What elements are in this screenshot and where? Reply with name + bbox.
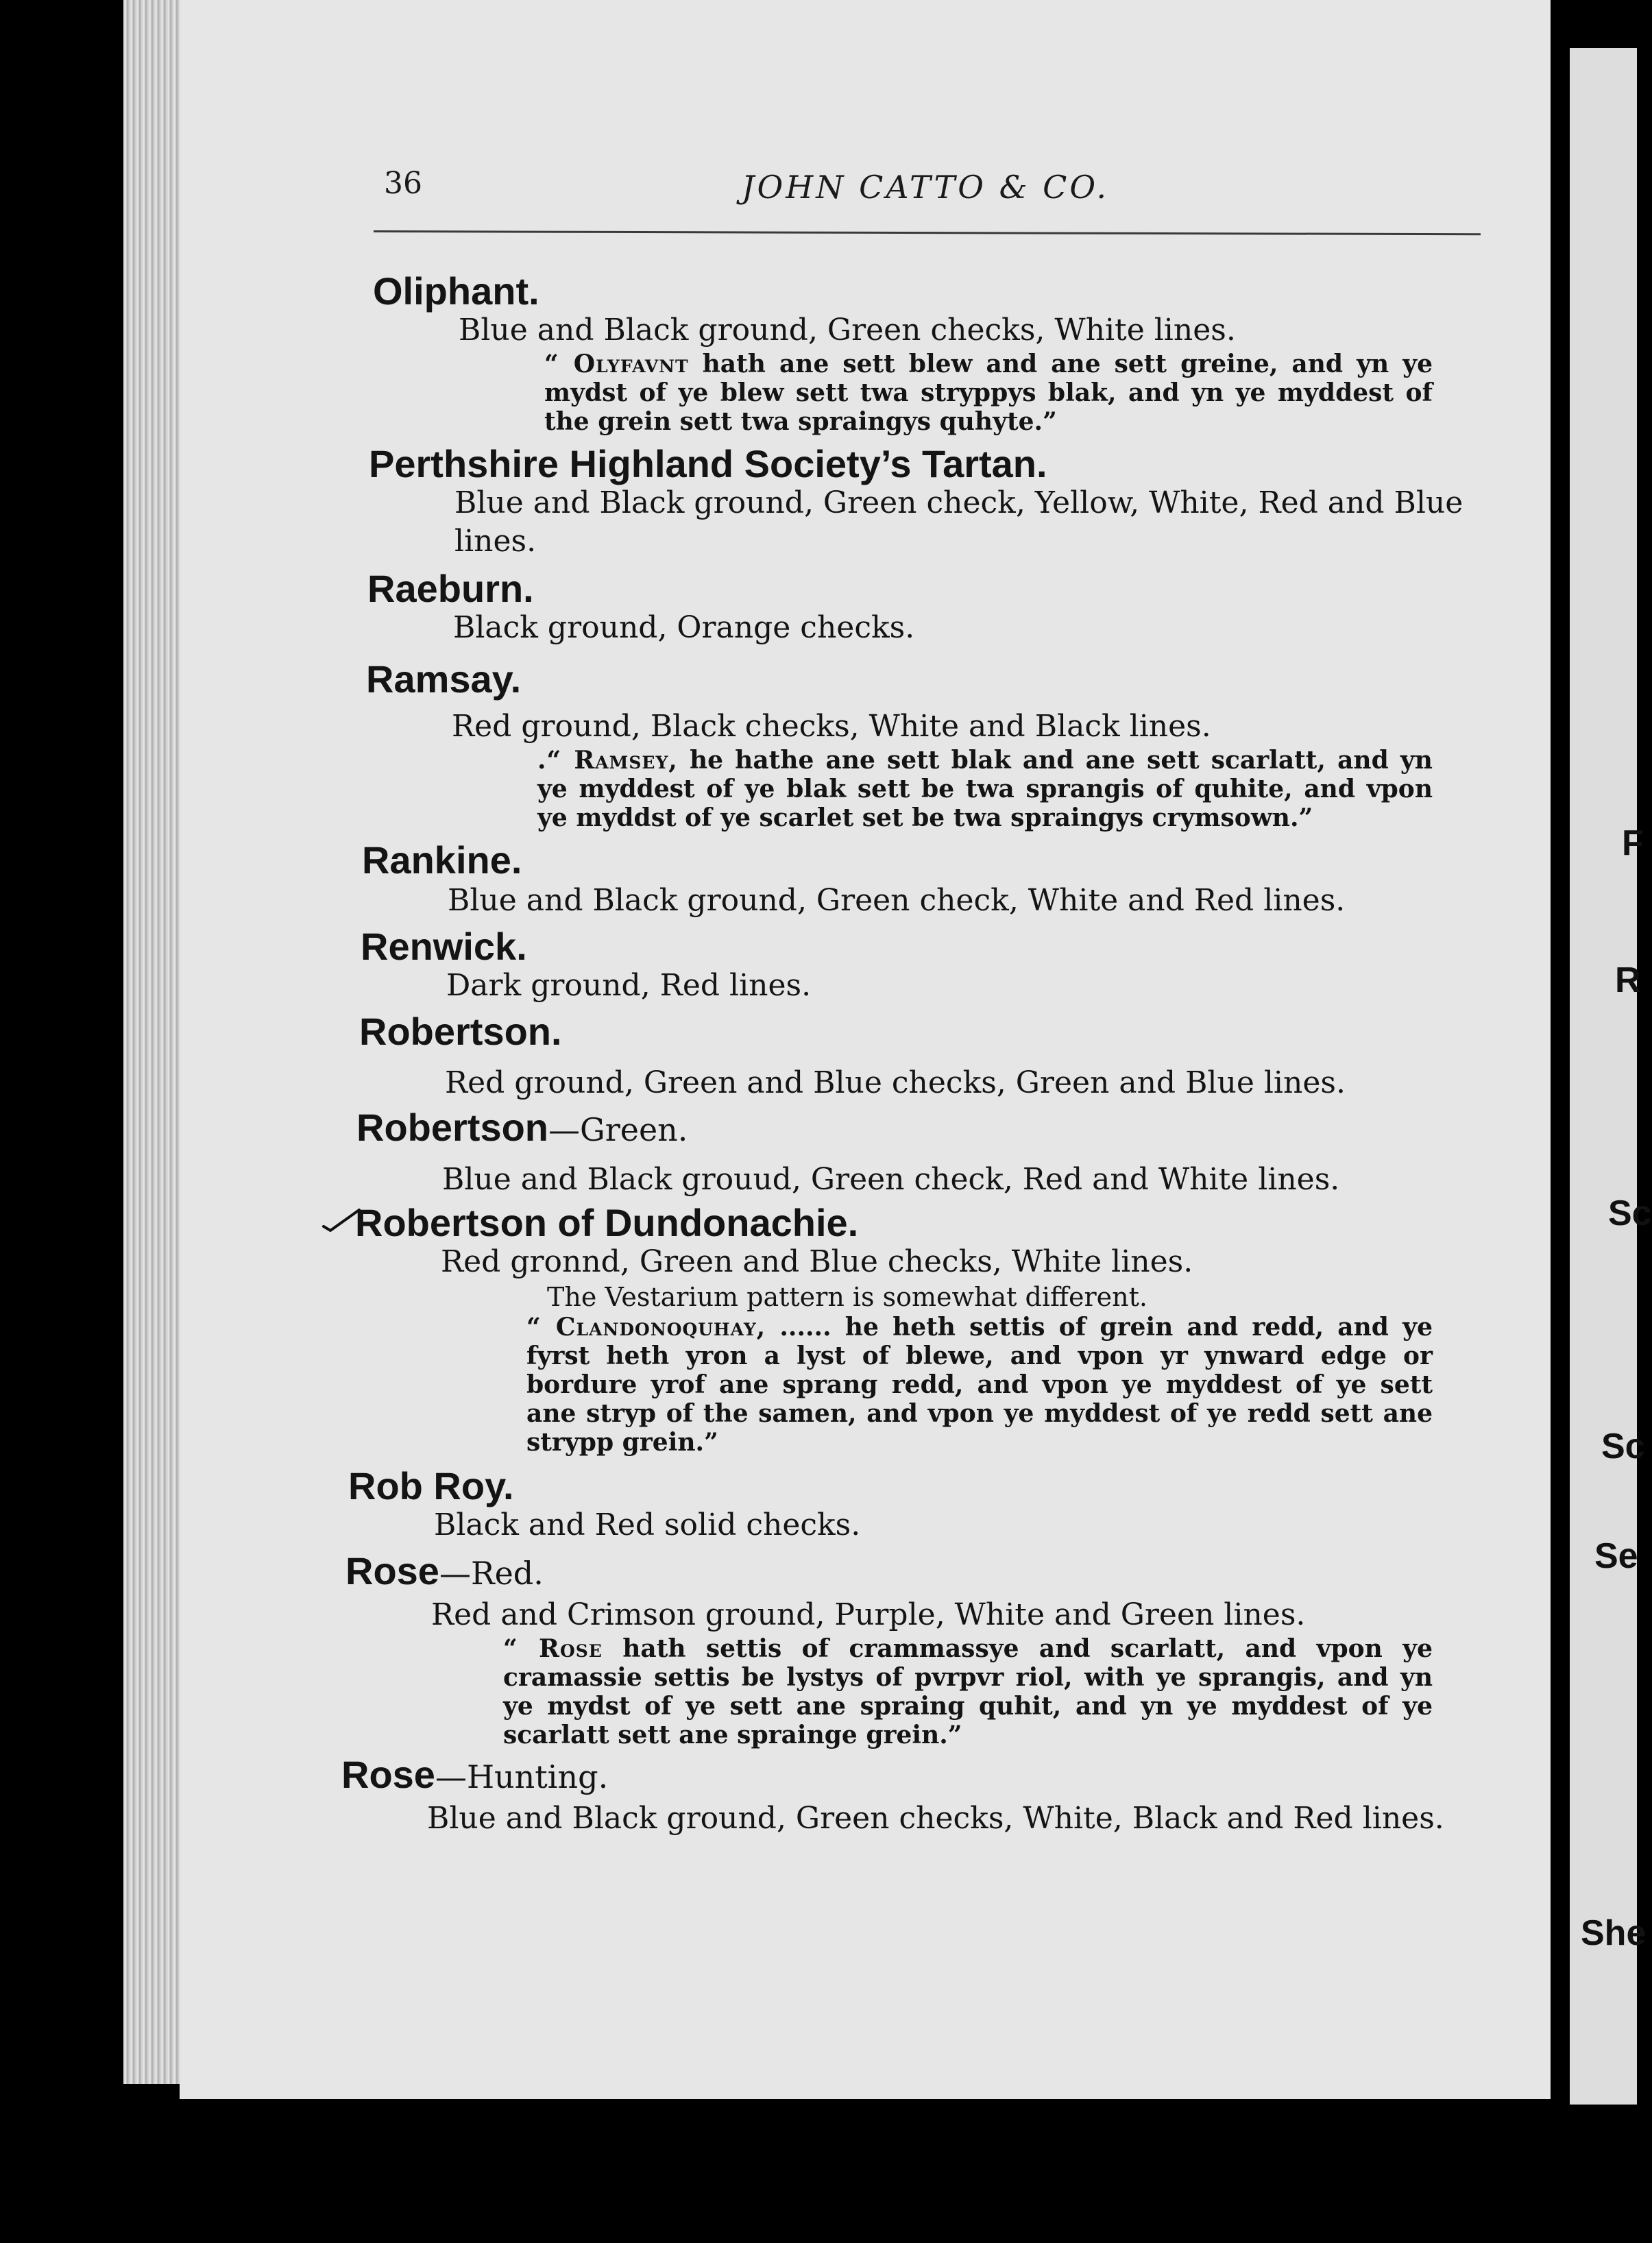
tartan-entry xyxy=(345,1547,1515,1749)
tartan-entry xyxy=(348,1462,1515,1544)
tartan-entries xyxy=(336,260,1515,1838)
page-number: 36 xyxy=(384,166,422,201)
entry-heading-name: Rose xyxy=(341,1753,435,1796)
entry-heading xyxy=(345,1547,1515,1597)
quotation-text: ...... he heth settis of grein and redd, and ye fyrst heth yron a lyst of blewe, and vpon yr ynward edge or bordure yrof ane sprang redd, and vpon ye myddest of ye sett ane stryp of the samen, and vpon ye myddest of ye redd sett ane strypp grein.” xyxy=(526,1313,1433,1457)
entry-description: Blue and Black ground, Green check, White and Red lines. xyxy=(448,883,1346,918)
entry-heading: Renwick. xyxy=(361,925,527,968)
entry-heading xyxy=(341,1751,1515,1801)
handwritten-check-mark-icon xyxy=(321,1206,362,1233)
entry-description: Blue and Black ground, Green checks, White lines. xyxy=(459,313,1236,348)
tartan-entry xyxy=(355,1199,1515,1457)
entry-description: Black and Red solid checks. xyxy=(434,1507,861,1542)
entry-heading-name: Robertson xyxy=(356,1106,548,1149)
entry-heading xyxy=(356,1104,1515,1154)
entry-quotation xyxy=(366,746,1515,832)
tartan-entry xyxy=(362,836,1515,920)
entry-description: Blue and Black grouud, Green check, Red and White lines. xyxy=(442,1162,1340,1197)
entry-heading: Rankine. xyxy=(362,838,522,882)
entry-description: Blue and Black ground, Green check, Yellow, White, Red and Blue lines. xyxy=(454,485,1463,559)
quotation-text: he hathe ane sett blak and ane sett scarlatt, and yn ye myddest of ye blak sett be twa sprangis of quhite, and vpon ye myddst of ye scarlet set be twa spraingys crymsown.” xyxy=(537,746,1433,832)
quotation-lead: “ Clandonoquhay, xyxy=(526,1313,766,1342)
entry-description: Black ground, Orange checks. xyxy=(453,610,915,645)
entry-heading: Oliphant. xyxy=(373,269,539,313)
facing-page-fragment: Sc xyxy=(1608,1193,1652,1233)
entry-heading: Robertson. xyxy=(359,1010,562,1053)
entry-description: Red ground, Black checks, White and Black lines. xyxy=(452,709,1211,744)
entry-description: Blue and Black ground, Green checks, White, Black and Red lines. xyxy=(427,1801,1444,1836)
facing-page-fragment: She xyxy=(1581,1913,1647,1953)
facing-page-edge xyxy=(1570,48,1652,2105)
publisher-name: JOHN CATTO & CO. xyxy=(742,169,1109,206)
tartan-entry xyxy=(356,1104,1515,1199)
tartan-entry xyxy=(367,565,1515,647)
entry-heading-variant: —Red. xyxy=(439,1555,544,1592)
entry-description: Red ground, Green and Blue checks, Green and Blue lines. xyxy=(445,1065,1346,1100)
entry-quotation xyxy=(373,350,1515,436)
entry-heading: Robertson of Dundonachie. xyxy=(355,1201,859,1244)
entry-heading-name: Rose xyxy=(345,1549,439,1592)
entry-heading-variant: —Hunting. xyxy=(435,1758,609,1795)
entry-heading: Ramsay. xyxy=(366,657,522,701)
facing-page-fragment: R xyxy=(1615,960,1641,1000)
tartan-entry xyxy=(359,1008,1515,1102)
entry-heading: Rob Roy. xyxy=(348,1464,514,1507)
facing-page-fragment: Se xyxy=(1594,1536,1638,1576)
entry-heading: Perthshire Highland Society’s Tartan. xyxy=(369,442,1047,485)
entry-quotation xyxy=(355,1313,1515,1457)
book-page-edges xyxy=(123,0,185,2084)
facing-page-fragment: Sc xyxy=(1601,1427,1645,1466)
quotation-lead: “ Rose xyxy=(503,1634,603,1663)
quotation-text: hath settis of crammassye and scarlatt, and vpon ye cramassie settis be lystys of pvrpvr riol, with ye sprangis, and yn ye mydst of ye sett ane spraing quhit, and yn ye myddest of ye scarlatt sett ane sprainge grein.” xyxy=(503,1634,1433,1749)
tartan-entry xyxy=(373,267,1515,436)
quotation-text: hath ane sett blew and ane sett greine, and yn ye mydst of ye blew sett twa stryppys blak, and yn ye myddest of the grein sett twa spraingys quhyte.” xyxy=(544,350,1433,436)
entry-description: Dark ground, Red lines. xyxy=(446,968,812,1003)
entry-description: Red and Crimson ground, Purple, White and Green lines. xyxy=(431,1597,1306,1632)
tartan-entry xyxy=(341,1751,1515,1838)
tartan-entry xyxy=(366,655,1515,832)
entry-description: Red gronnd, Green and Blue checks, White lines. xyxy=(441,1244,1193,1279)
entry-note: The Vestarium pattern is somewhat different. xyxy=(547,1282,1147,1312)
entry-quotation xyxy=(345,1634,1515,1749)
entry-heading: Raeburn. xyxy=(367,567,534,610)
tartan-entry xyxy=(369,440,1515,561)
entry-heading-variant: —Green. xyxy=(548,1111,688,1148)
facing-page-fragment: F xyxy=(1622,823,1644,863)
tartan-entry xyxy=(361,923,1515,1005)
quotation-lead: “ Olyfavnt xyxy=(544,350,689,378)
quotation-lead: .“ Ramsey, xyxy=(537,746,678,775)
running-head xyxy=(384,166,1481,221)
